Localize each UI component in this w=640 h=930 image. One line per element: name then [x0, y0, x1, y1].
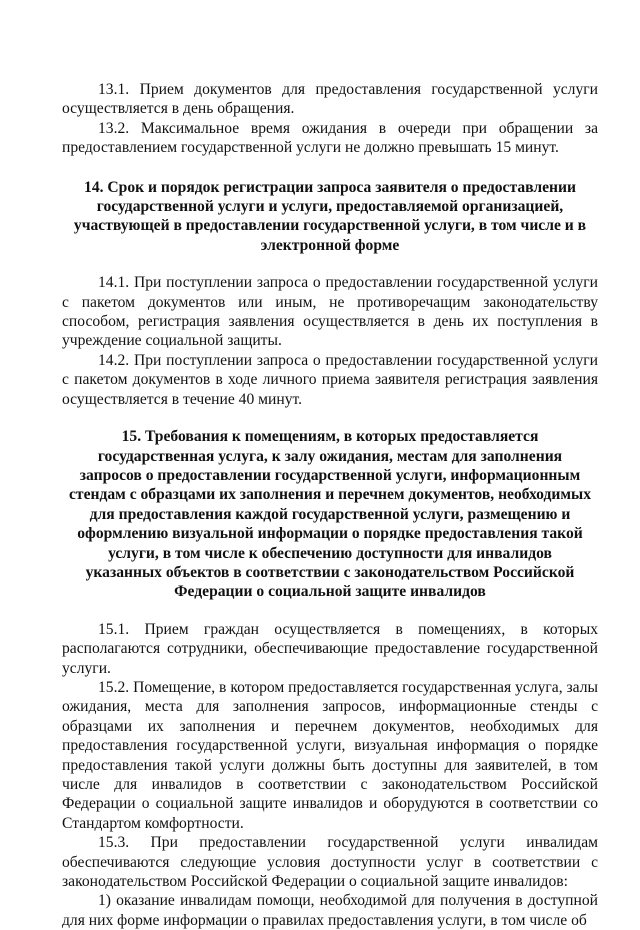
- section-heading-15: 15. Требования к помещениям, в которых предоставляется государственная услуга, к залу ожидания, местам для заполнения запросов о предоставлении государственной услуги, информационным стендам с образцами их заполнения и перечнем документов, необходимых для предоставления каждой государственной услуги, размещению и оформлению визуальной информации о порядке предоставления такой услуги, в том числе к обеспечению доступности для инвалидов указанных объектов в соответствии с законодательством Российской Федерации о социальной защите инвалидов: [69, 428, 591, 601]
- paragraph-15-3: 15.3. При предоставлении государственной услуги инвалидам обеспечиваются следующие условия доступности услуг в соответствии с законодательством Российской Федерации о социальной защите инвалидов:: [62, 834, 598, 891]
- list-item-1: 1) оказание инвалидам помощи, необходимой для получения в доступной для них форме информации о правилах предоставления услуги, в том числе об: [62, 892, 598, 929]
- paragraph-13-2: 13.2. Максимальное время ожидания в очереди при обращении за предоставлением государственной услуги не должно превышать 15 минут.: [62, 119, 598, 157]
- paragraph-15-1: 15.1. Прием граждан осуществляется в помещениях, в которых располагаются сотрудники, обеспечивающие предоставление государственной услуги.: [62, 620, 598, 677]
- document-page: [62, 80, 598, 930]
- section-heading-14: 14. Срок и порядок регистрации запроса заявителя о предоставлении государственной услуги и услуги, предоставляемой организацией, участвующей в предоставлении государственной услуги, в том числе и в электронной форме: [73, 178, 587, 254]
- spacer: [62, 602, 598, 620]
- paragraph-15-2: 15.2. Помещение, в котором предоставляется государственная услуга, залы ожидания, места для заполнения запросов, информационные стенды с образцами их заполнения и перечнем документов, необходимых для предоставления государственной услуги, визуальная информация о порядке предоставления такой услуги должны быть доступны для заявителей, в том числе для инвалидов в соответствии с законодательством Российской Федерации о социальной защите инвалидов и оборудуются в соответствии со Стандартом комфортности.: [62, 678, 598, 832]
- spacer: [62, 255, 598, 273]
- paragraph-13-1: 13.1. Прием документов для предоставления государственной услуги осуществляется в день обращения.: [62, 81, 598, 118]
- spacer: [62, 409, 598, 427]
- paragraph-14-1: 14.1. При поступлении запроса о предоставлении государственной услуги с пакетом документов или иным, не противоречащим законодательству способом, регистрация заявления осуществляется в день их поступления в учреждение социальной защиты.: [62, 274, 598, 350]
- paragraph-14-2: 14.2. При поступлении запроса о предоставлении государственной услуги с пакетом документов в ходе личного приема заявителя регистрация заявления осуществляется в течение 40 минут.: [62, 351, 598, 408]
- spacer: [62, 158, 598, 178]
